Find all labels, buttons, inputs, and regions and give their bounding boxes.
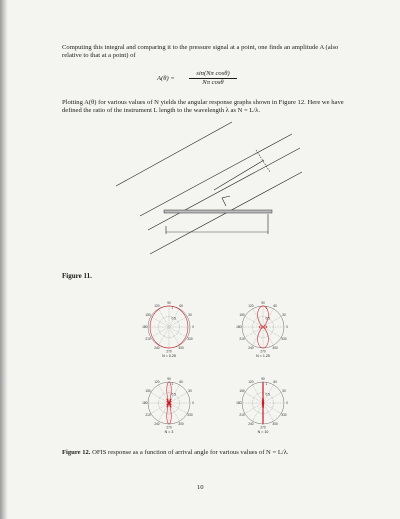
polar-angle-tick-label: 210: [145, 413, 151, 418]
polar-angle-tick-label: 90: [261, 376, 265, 381]
polar-angle-tick-label: 150: [239, 389, 245, 393]
polar-radial-tick-label: 1: [265, 306, 268, 310]
polar-angle-tick-label: 0: [286, 325, 289, 330]
polar-angle-tick-label: 120: [154, 380, 160, 385]
polar-angle-tick-label: 240: [154, 346, 160, 351]
polar-radial-tick-label: 1: [265, 382, 268, 386]
polar-angle-tick-label: 180: [142, 325, 148, 330]
figure-11-label: Figure 11.: [62, 272, 92, 280]
polar-angle-tick-label: 0: [286, 401, 289, 406]
figure-12-caption-label: Figure 12.: [62, 449, 91, 456]
polar-angle-tick-label: 300: [178, 346, 184, 351]
polar-angle-tick-label: 150: [239, 313, 245, 317]
polar-angle-tick-label: 240: [248, 422, 254, 427]
polar-angle-tick-label: 90: [261, 300, 265, 305]
polar-angle-tick-label: 210: [239, 413, 245, 418]
polar-angle-tick-label: 210: [239, 337, 245, 342]
polar-angle-tick-label: 30: [188, 313, 192, 317]
equation-denominator: Nπ cosθ: [202, 79, 224, 86]
polar-angle-tick-label: 270: [260, 425, 266, 430]
polar-angle-tick-label: 0: [192, 325, 195, 330]
polar-plot: [142, 301, 194, 358]
polar-plot: [236, 301, 288, 358]
polar-plot: [142, 377, 194, 434]
polar-angle-tick-label: 330: [187, 413, 193, 418]
page-number: 10: [197, 484, 204, 491]
figure-12-caption-text: OFIS response as a function of arrival angle for various values of N = L/λ.: [92, 449, 289, 456]
polar-angle-tick-label: 30: [282, 313, 286, 317]
polar-angle-tick-label: 270: [166, 425, 172, 430]
polar-angle-tick-label: 30: [282, 389, 286, 393]
polar-n-label: N = 0.25: [162, 354, 176, 358]
polar-angle-tick-label: 90: [167, 376, 171, 381]
polar-angle-tick-label: 330: [187, 337, 193, 342]
polar-angle-tick-label: 210: [145, 337, 151, 342]
polar-angle-tick-label: 60: [273, 304, 277, 309]
polar-angle-tick-label: 60: [273, 380, 277, 385]
polar-angle-tick-label: 30: [188, 389, 192, 393]
paragraph-plotting: Plotting A(θ) for various values of N yields the angular response graphs shown in Figure 12. Here we have defined the ratio of the instrument L length to the wavelength λ as N = L/λ.: [62, 99, 344, 115]
polar-radial-tick-label: 0.5: [171, 316, 176, 321]
polar-angle-tick-label: 300: [272, 346, 278, 351]
polar-angle-tick-label: 150: [145, 313, 151, 317]
polar-angle-tick-label: 0: [192, 401, 195, 406]
polar-angle-tick-label: 180: [236, 401, 242, 406]
polar-radial-tick-label: 0.5: [265, 392, 270, 397]
polar-angle-tick-label: 300: [272, 422, 278, 427]
polar-radial-tick-label: 0.5: [265, 316, 270, 321]
polar-n-label: N = 1.25: [256, 354, 270, 358]
polar-radial-tick-label: 1: [171, 306, 174, 310]
polar-angle-tick-label: 270: [166, 349, 172, 354]
polar-angle-tick-label: 180: [142, 401, 148, 406]
polar-radial-tick-label: 0.5: [171, 392, 176, 397]
polar-radial-tick-label: 1: [171, 382, 174, 386]
polar-angle-tick-label: 150: [145, 389, 151, 393]
equation-lhs: A(θ) =: [157, 75, 175, 82]
polar-plot: [236, 377, 288, 434]
polar-angle-tick-label: 120: [154, 304, 160, 309]
polar-n-label: N = 10: [257, 430, 269, 434]
polar-angle-tick-label: 60: [179, 380, 183, 385]
polar-angle-tick-label: 240: [248, 346, 254, 351]
equation-numerator: sin(Nπ cosθ): [189, 70, 237, 79]
polar-angle-tick-label: 60: [179, 304, 183, 309]
polar-angle-tick-label: 120: [248, 304, 254, 309]
polar-n-label: N = 3: [164, 430, 174, 434]
figure-12-caption: [62, 449, 289, 456]
paragraph-amplitude-intro: Computing this integral and comparing it to the pressure signal at a point, one finds an amplitude A (also relative to that at a point) of: [62, 44, 339, 60]
polar-angle-tick-label: 330: [281, 413, 287, 418]
polar-angle-tick-label: 90: [167, 300, 171, 305]
polar-angle-tick-label: 300: [178, 422, 184, 427]
polar-angle-tick-label: 330: [281, 337, 287, 342]
polar-angle-tick-label: 270: [260, 349, 266, 354]
polar-angle-tick-label: 240: [154, 422, 160, 427]
polar-angle-tick-label: 180: [236, 325, 242, 330]
polar-angle-tick-label: 120: [248, 380, 254, 385]
